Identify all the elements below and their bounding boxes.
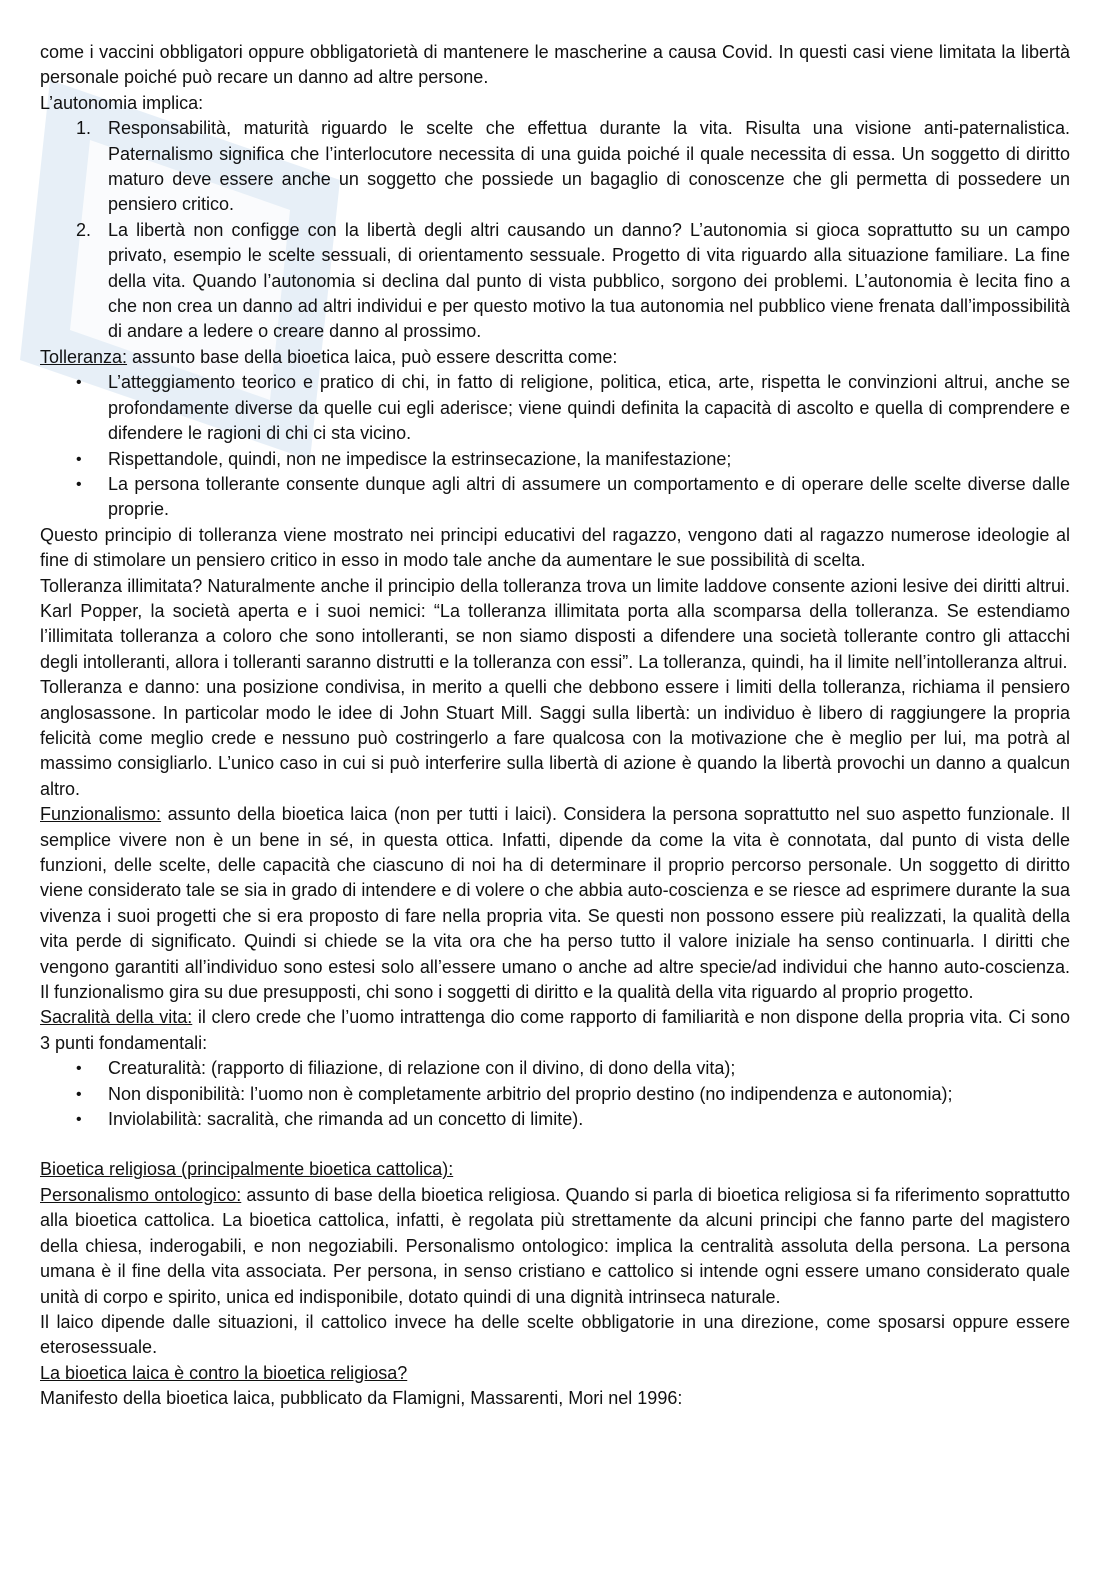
autonomia-list [40, 116, 1070, 345]
paragraph-funzionalismo [40, 802, 1070, 1005]
paragraph-manifesto: Manifesto della bioetica laica, pubblicato da Flamigni, Massarenti, Mori nel 1996: [40, 1388, 683, 1409]
list-item [40, 370, 1070, 446]
list-item-text: L’atteggiamento teorico e pratico di chi, in fatto di religione, politica, etica, arte, rispetta le convinzioni altrui, anche se profondamente diverse da quelle cui egli aderisce; viene quindi definita la capacità di ascolto e quella di comprendere e difendere le ragioni di chi ci sta vicino. [108, 372, 1070, 444]
list-item [40, 472, 1070, 523]
list-item [40, 447, 1070, 472]
bullet-icon: • [76, 1111, 82, 1129]
list-item [40, 218, 1070, 345]
list-item-text: Creaturalità: (rapporto di filiazione, di relazione con il divino, di dono della vita); [108, 1058, 736, 1079]
document-page [40, 40, 1070, 1412]
paragraph-intro: come i vaccini obbligatori oppure obbligatorietà di mantenere le mascherine a causa Covid. In questi casi viene limitata la libertà personale poiché può recare un danno ad altre persone. [40, 42, 1070, 88]
bullet-icon: • [76, 1085, 82, 1103]
list-item-text: Rispettandole, quindi, non ne impedisce la estrinsecazione, la manifestazione; [108, 448, 732, 469]
funzionalismo-text: assunto della bioetica laica (non per tutti i laici). Considera la persona soprattutto nel suo aspetto funzionale. Il semplice vivere non è un bene in sé, in questa ottica. Infatti, dipende da come la vita è connotata, dal punto di vista delle funzioni, delle scelte, delle capacità che ciascuno di noi ha di determinare il proprio percorso personale. Un soggetto di diritto viene considerato tale se sia in grado di intendere e di volere o che abbia auto-coscienza e se riesce ad esprimere durante la sua vivenza i suoi progetti che si era proposto di fare nella propria vita. Se questi non possono essere più realizzati, la qualità della vita perde di significato. Quindi si chiede se la vita ora che ha perso tutto il valore iniziale ha senso continuarla. I diritti che vengono garantiti all’individuo sono estesi solo all’essere umano o anche ad altre specie/ad individui che hanno auto-coscienza. Il funzionalismo gira su due presupposti, chi sono i soggetti di diritto e la qualità della vita riguardo al proprio progetto. [40, 804, 1070, 1003]
contro-label: La bioetica laica è contro la bioetica religiosa? [40, 1362, 408, 1383]
list-item [40, 116, 1070, 218]
list-item [40, 1056, 1070, 1081]
list-item-text: La persona tollerante consente dunque agli altri di assumere un comportamento e di operare delle scelte diverse dalle proprie. [108, 473, 1070, 520]
heading-contro [40, 1361, 1070, 1386]
bullet-icon: • [76, 1060, 82, 1078]
heading-personalismo: Personalismo ontologico: [40, 1184, 242, 1205]
list-number: 2. [76, 219, 92, 240]
list-item [40, 1082, 1070, 1107]
heading-sacralita: Sacralità della vita: [40, 1007, 193, 1028]
paragraph-illimitata: Tolleranza illimitata? Naturalmente anche il principio della tolleranza trova un limite laddove consente azioni lesive dei diritti altrui. Karl Popper, la società aperta e i suoi nemici: “La tolleranza illimitata porta alla scomparsa della tolleranza. Se estendiamo l’illimitata tolleranza a coloro che sono intolleranti, se non siamo disposti a difendere una società tollerante contro gli attacchi degli intolleranti, allora i tolleranti saranno distrutti e la tolleranza con essi”. La tolleranza, quindi, ha il limite nell’intolleranza altrui. [40, 575, 1070, 672]
paragraph-laico: Il laico dipende dalle situazioni, il cattolico invece ha delle scelte obbligatorie in una direzione, come sposarsi oppure essere eterosessuale. [40, 1311, 1070, 1358]
heading-bioetica-religiosa [40, 1157, 1070, 1182]
heading-tolleranza: Tolleranza: [40, 346, 128, 367]
list-item-text: Inviolabilità: sacralità, che rimanda ad un concetto di limite). [108, 1109, 584, 1130]
heading-funzionalismo: Funzionalismo: [40, 804, 162, 825]
list-item-text: Responsabilità, maturità riguardo le scelte che effettua durante la vita. Risulta una visione anti-paternalistica. Paternalismo significa che l’interlocutore necessita di una guida poiché il quale necessita di essa. Un soggetto di diritto maturo deve essere anche un soggetto che possiede un bagaglio di conoscenze che gli permetta di possedere un pensiero critico. [108, 118, 1070, 215]
list-number: 1. [76, 118, 92, 139]
bullet-icon: • [76, 374, 82, 392]
list-item [40, 1107, 1070, 1132]
sacralita-list [40, 1056, 1070, 1132]
bullet-icon: • [76, 450, 82, 468]
bioetica-religiosa-label: Bioetica religiosa (principalmente bioetica cattolica): [40, 1159, 454, 1180]
paragraph-principio: Questo principio di tolleranza viene mostrato nei principi educativi del ragazzo, vengono dati al ragazzo numerose ideologie al fine di stimolare un pensiero critico in esso in modo tale anche da aumentare le sue possibilità di scelta. [40, 524, 1070, 571]
sacralita-text: il clero crede che l’uomo intrattenga dio come rapporto di familiarità e non dispone della propria vita. Ci sono 3 punti fondamentali: [40, 1007, 1070, 1053]
list-item-text: La libertà non configge con la libertà degli altri causando un danno? L’autonomia si gioca soprattutto su un campo privato, esempio le scelte sessuali, di orientamento sessuale. Progetto di vita riguardo alla situazione familiare. La fine della vita. Quando l’autonomia si declina dal punto di vista pubblico, sorgono dei problemi. L’autonomia è lecita fino a che non crea un danno ad altri individui e per questo motivo la tua autonomia nel pubblico viene frenata dall’impossibilità di andare a ledere o creare danno al prossimo. [108, 219, 1070, 342]
paragraph-danno: Tolleranza e danno: una posizione condivisa, in merito a quelli che debbono essere i limiti della tolleranza, richiama il pensiero anglosassone. In particolar modo le idee di John Stuart Mill. Saggi sulla libertà: un individuo è libero di raggiungere la propria felicità come meglio crede e nessuno può costringerlo a fare qualcosa con la motivazione che è meglio per lui, ma potrà al massimo consigliarlo. L’unico caso in cui si può interferire sulla libertà di azione è quando la libertà provochi un danno a qualcun altro. [40, 677, 1070, 799]
paragraph-sacralita [40, 1005, 1070, 1056]
spacer [40, 1132, 1070, 1157]
list-item-text: Non disponibilità: l’uomo non è completamente arbitrio del proprio destino (no indipendenza e autonomia); [108, 1083, 953, 1104]
tolleranza-list [40, 370, 1070, 522]
tolleranza-text: assunto base della bioetica laica, può essere descritta come: [127, 346, 618, 367]
paragraph-personalismo [40, 1183, 1070, 1310]
bullet-icon: • [76, 475, 82, 493]
paragraph-autonomia: L’autonomia implica: [40, 92, 204, 113]
paragraph-tolleranza [40, 345, 1070, 370]
personalismo-text: assunto di base della bioetica religiosa. Quando si parla di bioetica religiosa si fa riferimento soprattutto alla bioetica cattolica. La bioetica cattolica, infatti, è regolata più strettamente da alcuni principi che fanno parte del magistero della chiesa, inderogabili, e non negoziabili. Personalismo ontologico: implica la centralità assoluta della persona. La persona umana è il fine della vita associata. Per persona, in senso cristiano e cattolico si intende ogni essere umano considerato quale unità di corpo e spirito, unica ed indisponibile, dotato quindi di una dignità intrinseca naturale. [40, 1184, 1070, 1307]
